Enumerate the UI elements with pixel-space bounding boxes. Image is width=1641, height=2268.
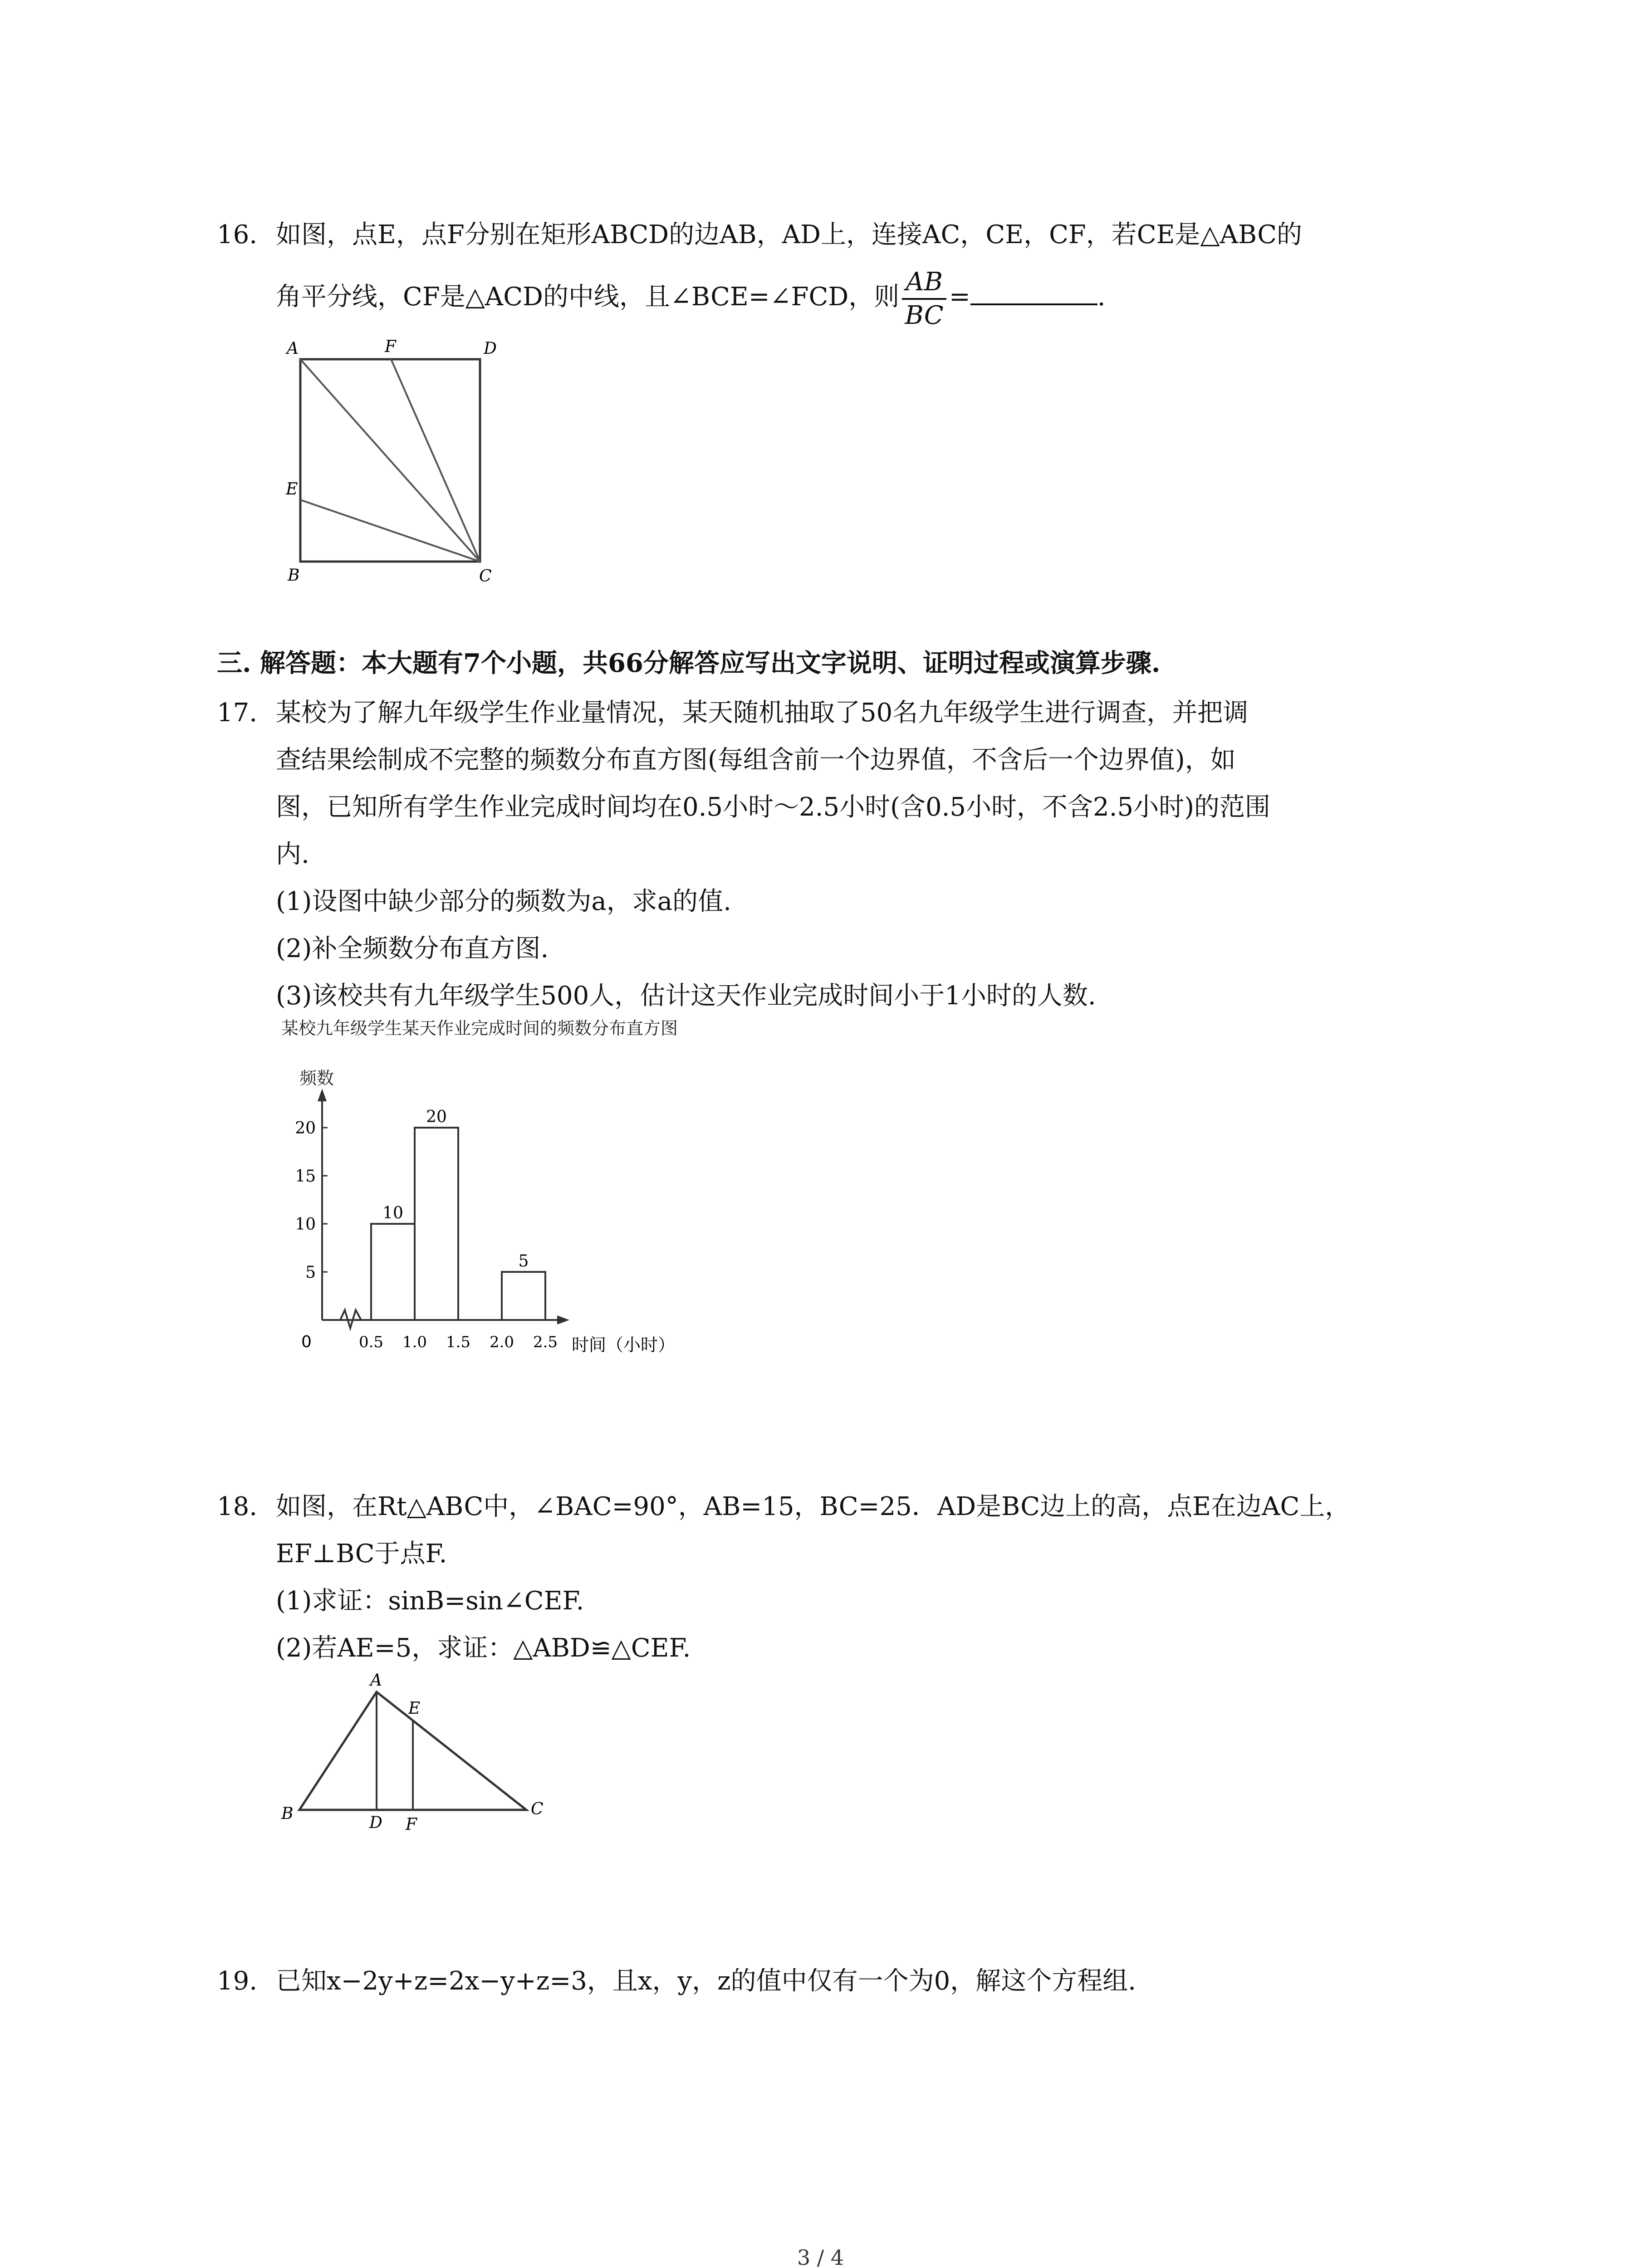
x-tick-label: 1.0 [402,1333,427,1351]
page-number: 3 / 4 [797,2245,844,2268]
bar-value-label: 20 [426,1108,447,1126]
x-tick-label: 0.5 [358,1333,384,1351]
bar-value-label: 10 [382,1204,403,1222]
x-ticks [359,1333,558,1351]
q18-triangle-figure [272,1669,590,1842]
y-tick-label: 15 [295,1167,316,1186]
y-tick-label: 5 [305,1263,316,1282]
q16-equals: = [949,282,970,312]
frequency-histogram [272,1016,726,1370]
q19-number: 19. [217,1966,258,1996]
q17-sub-3: (3)该校共有九年级学生500人，估计这天作业完成时间小于1小时的人数. [276,981,1096,1011]
q17-text-1: 某校为了解九年级学生作业量情况，某天随机抽取了50名九年级学生进行调查，并把调 [276,698,1249,728]
y-axis-label: 频数 [299,1068,334,1088]
label-e: E [286,480,298,499]
y-tick-label: 10 [295,1215,316,1234]
q17-sub-2: (2)补全频数分布直方图. [276,934,549,963]
x-tick-label: 2.0 [489,1333,514,1351]
q18-text-1: 如图，在Rt△ABC中，∠BAC=90°，AB=15，BC=25．AD是BC边上的高，点E在边AC上， [276,1492,1351,1521]
answer-blank[interactable] [970,276,1097,305]
label-a: A [287,339,299,358]
q17-text-2: 查结果绘制成不完整的频数分布直方图(每组含前一个边界值，不含后一个边界值)，如 [276,745,1236,775]
histogram-bars [371,1108,545,1320]
section-3-heading: 三. 解答题：本大题有7个小题，共66分解答应写出文字说明、证明过程或演算步骤. [217,648,1161,678]
q17-line1 [217,694,1248,732]
q16-fraction-numerator: AB [902,266,946,300]
histogram-bar [502,1272,545,1320]
q18-line1 [217,1488,1350,1526]
label-f: F [385,337,396,356]
q16-text-1: 如图，点E，点F分别在矩形ABCD的边AB，AD上，连接AC，CE，CF，若CE是△ABC的 [276,220,1303,249]
label-e: E [408,1699,421,1718]
q18-number: 18. [217,1492,258,1521]
histogram-bar [415,1128,458,1320]
q16-rectangle-figure [272,327,526,599]
x-tick-label: 2.5 [533,1333,558,1351]
q17-text-3: 图，已知所有学生作业完成时间均在0.5小时～2.5小时(含0.5小时，不含2.5小时)的范围 [276,792,1270,822]
q16-line2 [276,263,1106,332]
q17-sub-1: (1)设图中缺少部分的频数为a，求a的值. [276,887,731,916]
q19-line [217,1962,1136,2000]
q19-text: 已知x−2y+z=2x−y+z=3，且x，y，z的值中仅有一个为0，解这个方程组. [276,1966,1136,1996]
q16-end: . [1097,282,1106,312]
bar-value-label: 5 [518,1252,529,1271]
label-a: A [370,1671,382,1690]
x-axis-label: 时间（小时） [572,1335,676,1355]
q16-fraction [902,266,946,332]
histogram-bar [371,1224,415,1320]
q16-number: 16. [217,220,258,249]
origin-label: 0 [301,1333,312,1351]
q18-sub-1: (1)求证：sinB=sin∠CEF. [276,1586,584,1616]
y-tick-label: 20 [295,1119,316,1138]
q18-sub-2: (2)若AE=5，求证：△ABD≌△CEF. [276,1633,691,1663]
label-f: F [406,1815,417,1834]
q16-fraction-denominator: BC [905,300,944,330]
label-b: B [288,566,300,585]
q18-text-2: EF⊥BC于点F. [276,1539,447,1569]
x-tick-label: 1.5 [446,1333,471,1351]
chart-title: 某校九年级学生某天作业完成时间的频数分布直方图 [281,1018,678,1038]
x-axis-arrow [557,1315,569,1325]
label-b: B [281,1804,294,1823]
q17-text-4: 内. [276,840,309,869]
segment-cf [391,359,480,562]
q16-text-2: 角平分线，CF是△ACD的中线，且∠BCE=∠FCD，则 [276,282,900,312]
y-axis-arrow [318,1089,327,1101]
label-c: C [531,1800,544,1818]
label-c: C [479,567,492,586]
q16-line1 [217,216,1302,254]
q17-number: 17. [217,698,258,728]
label-d: D [369,1813,382,1832]
label-d: D [484,339,497,358]
